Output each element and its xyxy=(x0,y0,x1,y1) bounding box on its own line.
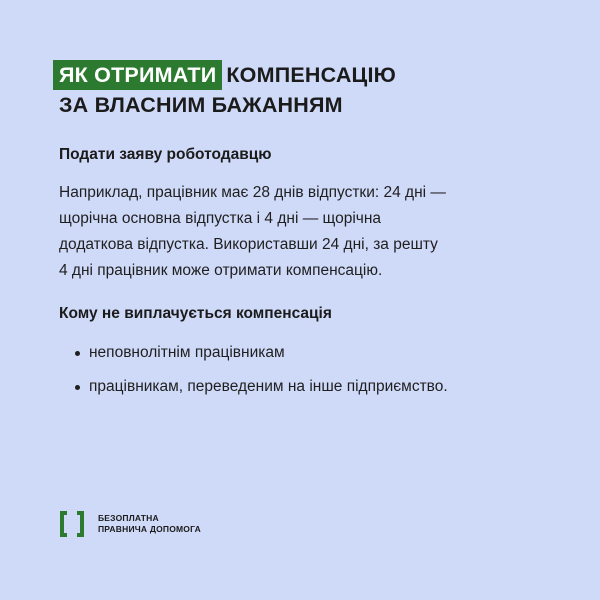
paragraph-line: 4 дні працівник може отримати компенсацію. xyxy=(59,262,383,279)
list-item xyxy=(59,342,559,364)
list-item-text: неповнолітнім працівникам xyxy=(89,344,285,361)
bullet-list xyxy=(59,342,559,410)
paragraph-line: додаткова відпустка. Використавши 24 дні, за решту xyxy=(59,236,438,253)
title-line-2: ЗА ВЛАСНИМ БАЖАННЯМ xyxy=(59,93,343,117)
paragraph-line: щорічна основна відпустка і 4 дні — щорічна xyxy=(59,210,382,227)
title-line-1 xyxy=(53,60,553,90)
bullet-dot-icon xyxy=(75,351,80,356)
list-item xyxy=(59,376,559,398)
page-title xyxy=(53,60,553,120)
paragraph-line: Наприклад, працівник має 28 днів відпустки: 24 дні — xyxy=(59,184,446,201)
title-line-1-rest: КОМПЕНСАЦІЮ xyxy=(226,63,397,87)
bracket-logo-icon xyxy=(58,509,86,539)
brand-name-line-1: БЕЗОПЛАТНА xyxy=(98,513,159,523)
title-highlight: ЯК ОТРИМАТИ xyxy=(53,60,222,90)
example-paragraph xyxy=(59,180,549,284)
bullet-dot-icon xyxy=(75,385,80,390)
brand-name-line-2: ПРАВНИЧА ДОПОМОГА xyxy=(98,524,201,534)
list-item-text: працівникам, переведеним на інше підприємство. xyxy=(89,378,448,395)
section-heading-no-compensation: Кому не виплачується компенсація xyxy=(59,305,332,322)
brand-name xyxy=(98,513,201,535)
brand-logo xyxy=(58,509,201,539)
section-heading-submit-application: Подати заяву роботодавцю xyxy=(59,146,272,163)
